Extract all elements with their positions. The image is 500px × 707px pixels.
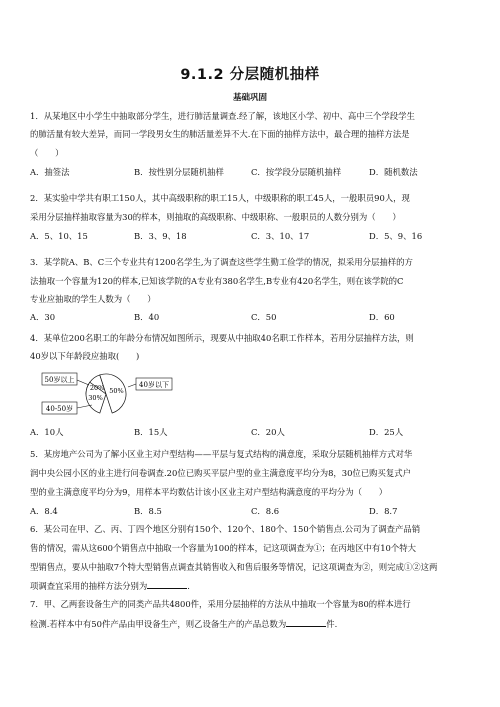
q5-option-c: C．8.6 [251,506,280,516]
pie-percent-label: 20% [89,384,105,393]
q7-line2 [30,618,337,630]
q1-line1: 1．从某地区中小学生中抽取部分学生，进行肺活量调查.经了解，该地区小学、初中、高中三个学段学生 [30,111,415,121]
q5-option-b: B．8.5 [134,506,162,516]
pie-percent-label: 30% [88,393,103,402]
q4-option-a: A．10人 [30,427,64,437]
q3-line2: 法抽取一个容量为120的样本,已知该学院的A专业有380名学生,B专业有420名学生，则在该学院的C [30,276,404,286]
page-title: 9.1.2 分层随机抽样 [180,67,320,83]
q4-option-c: C．20人 [251,427,285,437]
q5-line1: 5．某房地产公司为了解小区业主对户型结构——平层与复式结构的满意度，采取分层随机抽样方式对华 [30,449,413,459]
q6-line1: 6．某公司在甲、乙、丙、丁四个地区分别有150个、120个、180个、150个销售点.公司为了调查产品销 [30,524,421,534]
q3-line1: 3．某学院A、B、C三个专业共有1200名学生,为了调查这些学生勤工俭学的情况，拟采用分层抽样的方 [30,257,413,267]
category-label-40-50: 40-50岁 [45,405,74,413]
q3-option-d: D．60 [369,312,395,322]
pie-percent-label: 50% [109,387,124,396]
q7-answer-blank [286,618,326,627]
leader-line-40-50 [77,405,92,408]
q5-option-d: D．8.7 [369,506,398,516]
q3-option-c: C．50 [251,312,277,322]
section-subtitle: 基础巩固 [232,93,267,103]
q5-line2: 润中央公园小区的业主进行问卷调查.20位已购买平层户型的业主满意度平均分为8，30位已购买复式户 [30,468,412,478]
q7-line2-text: 检测.若样本中有50件产品由甲设备生产，则乙设备生产的产品总数为 [30,619,287,629]
q2-option-d: D．5、9、16 [369,231,423,241]
q6-answer-blank [147,580,187,589]
q4-option-b: B．15人 [134,427,168,437]
q4-line1: 4．某单位200名职工的年龄分布情况如图所示，现要从中抽取40名职工作样本，若用分层抽样方法，则 [30,333,414,343]
q5-line3: 型的业主满意度平均分为9，用样本平均数估计该小区业主对户型结构满意度的平均分为（ ） [30,487,388,497]
age-pie-chart [40,365,180,423]
q7-line2-end: 件. [326,619,338,629]
q6-line4 [30,580,190,592]
category-label-50-above: 50岁以上 [44,376,75,384]
q1-option-c: C．按学段分层随机抽样 [251,167,342,177]
q4-option-d: D．25人 [369,427,404,437]
q2-option-c: C．3、10、17 [251,231,310,241]
q6-line4-text: 项调查宜采用的抽样方法分别为 [30,581,148,591]
q6-line3: 型销售点，要从中抽取7个特大型销售点调查其销售收入和售后服务等情况，记这项调查为②，则完成①②这两 [30,562,438,572]
leader-line-50-above [77,380,89,385]
q6-line2: 售的情况，需从这600个销售点中抽取一个容量为100的样本，记这项调查为①；在丙地区中有10个特大 [30,543,416,553]
q2-option-a: A．5、10、15 [30,231,88,241]
q1-line2: 的肺活量有较大差异，而同一学段男女生的肺活量差异不大.在下面的抽样方法中，最合理的抽样方法是 [30,129,410,139]
q2-option-b: B．3、9、18 [134,231,187,241]
q5-option-a: A．8.4 [30,506,58,516]
category-label-40-below: 40岁以下 [139,381,169,389]
q6-line4-end: . [187,581,190,591]
q7-line1: 7．甲、乙两套设备生产的同类产品共4800件，采用分层抽样的方法从中抽取一个容量为80的样本进行 [30,599,411,609]
q3-option-b: B．40 [134,312,160,322]
q3-line3: 专业应抽取的学生人数为（ ） [30,294,156,304]
q1-option-a: A．抽签法 [30,167,70,177]
q2-line1: 2．某实验中学共有职工150人，其中高级职称的职工15人，中级职称的职工45人，一般职员90人，现 [30,193,410,203]
leader-line-40-below [128,384,136,387]
q4-line2: 40岁以下年龄段应抽取( ) [30,351,140,361]
q1-line3: （ ） [30,148,64,158]
q2-line2: 采用分层抽样抽取容量为30的样本，则抽取的高级职称、中级职称、一般职员的人数分别为（ ） [30,212,401,222]
q3-option-a: A．30 [30,312,56,322]
q1-option-d: D．随机数法 [369,167,418,177]
q1-option-b: B．按性别分层随机抽样 [134,167,224,177]
